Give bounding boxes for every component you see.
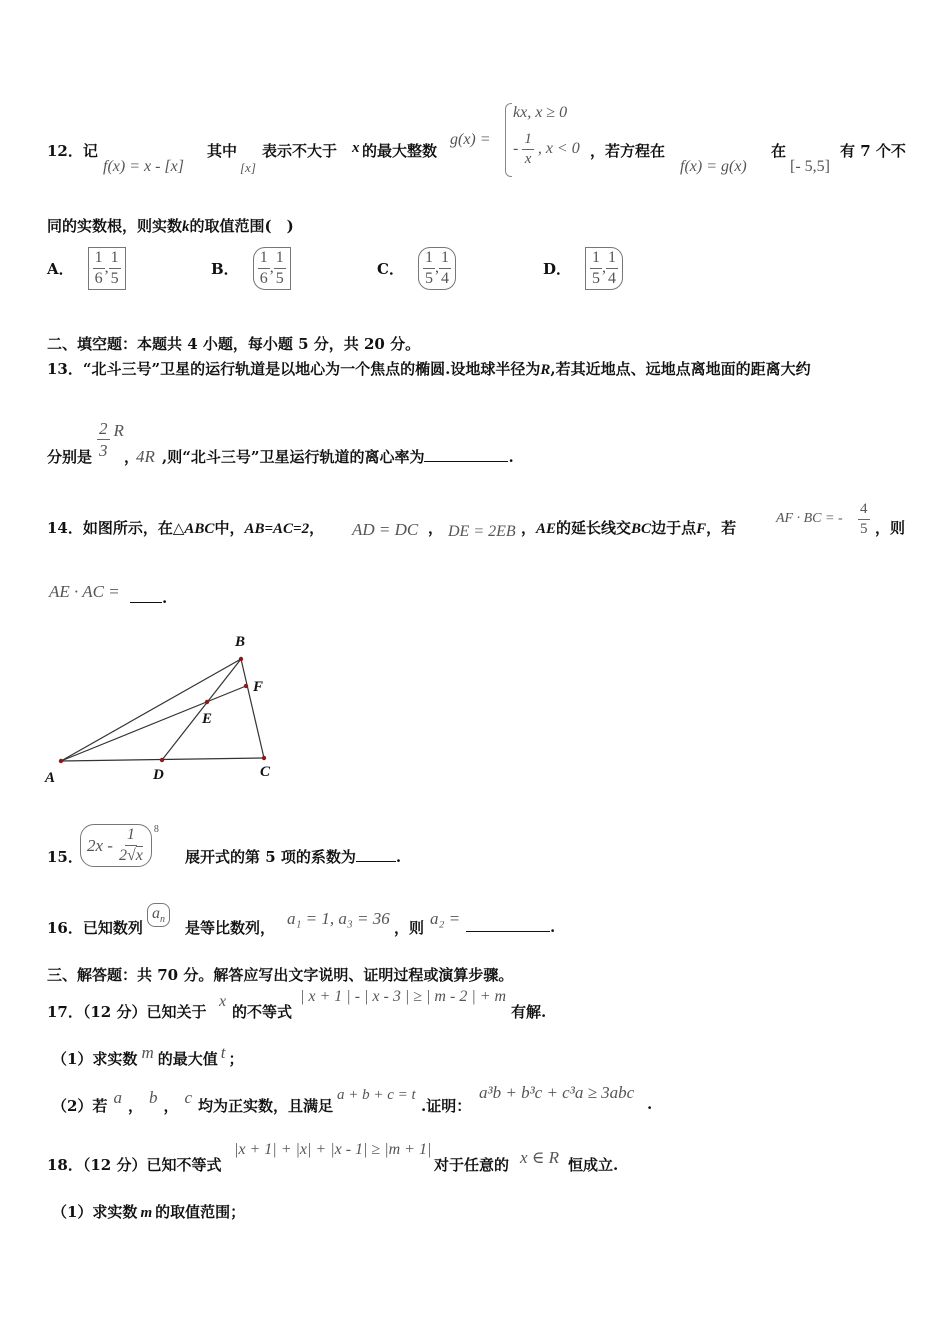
q13-line2-a: 分别是 [47, 448, 93, 466]
option-d-d1: 5 [592, 270, 601, 287]
q15-frac-den-2: 2 [118, 847, 127, 864]
q12-option-d[interactable] [543, 247, 623, 290]
q12-g-brace [505, 103, 512, 177]
option-c-n2: 1 [439, 250, 451, 269]
q14-sep3: ， [521, 519, 537, 537]
section-3-heading: 三、解答题：共 70 分。解答应写出文字说明、证明过程或演算步骤。 [47, 966, 514, 984]
segment-AB [61, 659, 241, 761]
q15-text [185, 846, 401, 867]
section-2-heading: 二、填空题：本题共 4 小题，每小题 5 分，共 20 分。 [47, 335, 421, 353]
option-d-frac1 [590, 250, 602, 287]
option-b-n2: 1 [274, 250, 286, 269]
q16-answer-blank[interactable] [466, 917, 550, 932]
q14-line1-c-text: 的延长线交 [556, 519, 632, 537]
q13-frac-R: R [113, 420, 124, 440]
q12-x-var: x [352, 140, 360, 156]
option-d-label: D． [543, 260, 572, 278]
q14-line1-b: 中， [214, 519, 245, 537]
q18-part1 [52, 1201, 245, 1222]
q12-text-desc2: 的最大整数 [362, 142, 438, 160]
q15-frac-den-x: x [135, 847, 143, 864]
q17-p2-sum: a + b + c = t [337, 1087, 416, 1103]
option-a-label: A． [47, 260, 74, 278]
q15-frac [117, 827, 145, 864]
label-A: A [45, 770, 56, 786]
q14-ae-ac: AE · AC = [49, 582, 120, 601]
q16-a2: a₂ = [430, 909, 461, 928]
q14-line1-a [47, 517, 324, 538]
option-c-frac2 [439, 250, 451, 287]
option-d-d2: 4 [608, 270, 617, 287]
q17-p1-a: （1）求实数 [52, 1050, 138, 1068]
q16-an-sub: n [160, 914, 165, 926]
q12-option-a[interactable] [47, 247, 126, 290]
q12-g-case2-fraction [522, 132, 534, 167]
q14-end: . [162, 589, 168, 607]
q13-end: . [508, 448, 514, 466]
q13-frac-num: 2 [99, 419, 108, 438]
point-B [239, 657, 243, 661]
q14-line1-a-text: 14．如图所示，在△ [47, 519, 185, 537]
q16-text-c: ，则 [394, 919, 425, 937]
q12-g-case1: kx, x ≥ 0 [513, 104, 568, 121]
option-a-interval: $\frac{1}{6}$ , $\frac{1}{5}$ [88, 247, 126, 290]
option-c-interval: $\frac{1}{5}$ , $\frac{1}{4}$ [418, 247, 456, 290]
label-B: B [235, 634, 246, 650]
q18-text-c: 恒成立. [568, 1156, 619, 1174]
q15-answer-blank[interactable] [356, 847, 396, 862]
q16-text-a: 16．已知数列 [47, 919, 143, 937]
option-a-d1: 6 [94, 270, 103, 287]
q14-line1-d: 边于点 [651, 519, 697, 537]
q17-p2-vb: b [148, 1088, 158, 1107]
q17-p2-c: .证明： [421, 1097, 472, 1115]
q13-answer-blank[interactable] [424, 447, 508, 462]
q14-triangle-figure [40, 625, 290, 790]
option-b-frac1 [258, 250, 270, 287]
q15-frac-den: 2√x [118, 847, 143, 864]
q14-ABC: ABC [184, 521, 215, 537]
q16-condition: a₁ = 1, a₃ = 36 [287, 909, 390, 928]
q14-line1-c [521, 517, 736, 538]
q14-frac [858, 502, 870, 537]
q13-line2-b-text: ,则“北斗三号”卫星运行轨道的离心率为 [162, 448, 425, 466]
q12-text-zai: 在 [771, 142, 787, 160]
q18-text-a: 18．（12 分）已知不等式 [47, 1156, 222, 1174]
option-a-d2: 5 [110, 270, 119, 287]
q15-number: 15． [47, 848, 83, 866]
q15-expr-a: 2x - [87, 835, 113, 855]
label-C: C [260, 764, 271, 780]
label-F: F [253, 679, 264, 695]
q17-p2-end: . [647, 1095, 653, 1113]
q14-ad-dc: AD = DC [352, 520, 419, 539]
q18-xR: x ∈ R [520, 1148, 560, 1167]
q14-line1-f: ，则 [875, 519, 906, 537]
q13-line1-a: 13．“北斗三号”卫星的运行轨道是以地心为一个焦点的椭圆.设地球半径为 [47, 360, 541, 378]
q17-text-c: 有解. [511, 1003, 547, 1021]
option-b-n1: 1 [258, 250, 270, 269]
q17-inequality: | x + 1 | - | x - 3 | ≥ | m - 2 | + m [300, 988, 507, 1005]
q13-line2-b [162, 446, 514, 467]
q12-g-case2-minus: - [513, 140, 519, 158]
q16-an-brace [147, 903, 170, 927]
q14-frac-den: 5 [860, 521, 868, 537]
option-b-interval: $\frac{1}{6}$ , $\frac{1}{5}$ [253, 247, 291, 290]
point-D [160, 758, 164, 762]
point-F [244, 684, 248, 688]
q12-text-fangcheng: ，若方程在 [590, 142, 666, 160]
q18-p1-b: 的取值范围； [155, 1203, 246, 1221]
q16-an: a [152, 905, 160, 922]
point-E [205, 700, 209, 704]
q13-line1-b: ,若其近地点、远地点离地面的距离大约 [550, 360, 811, 378]
option-c-label: C． [377, 260, 404, 278]
q14-fraction-4-5 [858, 502, 870, 537]
q14-AE: AE [536, 521, 557, 537]
point-A [59, 759, 63, 763]
q16-end: . [550, 918, 556, 936]
q12-text-desc1: 表示不大于 [262, 142, 338, 160]
q14-frac-num: 4 [858, 502, 870, 520]
option-b-d2: 5 [275, 270, 284, 287]
q12-line2 [47, 215, 294, 236]
option-d-n2: 1 [606, 250, 618, 269]
q14-sep2: ， [428, 519, 444, 537]
point-C [262, 756, 266, 760]
option-c-frac1 [423, 250, 435, 287]
q14-F: F [696, 521, 707, 537]
q15-power: 8 [153, 824, 159, 835]
q14-sep1: ， [309, 519, 325, 537]
option-a-n1: 1 [93, 250, 105, 269]
option-b-d1: 6 [259, 270, 268, 287]
q15-text-main: 展开式的第 5 项的系数为 [185, 848, 356, 866]
q12-line2-b: 的取值范围( ) [189, 217, 294, 235]
q14-BC: BC [631, 521, 652, 537]
q14-de-eb: DE = 2EB [448, 523, 516, 540]
q12-equation: f(x) = g(x) [680, 158, 747, 175]
q12-k-var: k [182, 219, 190, 235]
segment-DB [162, 659, 241, 760]
q17-p1-c: ； [228, 1050, 244, 1068]
option-d-n1: 1 [590, 250, 602, 269]
q14-condition: AB=AC=2 [244, 521, 310, 537]
q15-paren [80, 824, 152, 867]
option-a-frac1 [93, 250, 105, 287]
option-c-d1: 5 [424, 270, 433, 287]
q12-number: 12．记 [47, 142, 98, 160]
q12-interval: [- 5,5] [790, 158, 830, 175]
q17-p2-vc: c [184, 1088, 193, 1107]
q12-g-case2-num: 1 [522, 132, 534, 150]
q15-end: . [395, 848, 402, 866]
q12-floor-bracket: [x] [240, 160, 256, 175]
q12-f-definition: f(x) = x - [x] [103, 158, 184, 175]
q18-inequality: |x + 1| + |x| + |x - 1| ≥ |m + 1| [234, 1141, 432, 1158]
q13-comma: ， [124, 448, 140, 466]
q16-answer [466, 917, 555, 936]
q15-expression [80, 824, 159, 867]
q17-p2-c1: ， [127, 1097, 143, 1115]
q18-text-b: 对于任意的 [434, 1156, 510, 1174]
option-d-frac2 [606, 250, 618, 287]
option-c-n1: 1 [423, 250, 435, 269]
q13-R-var: R [540, 362, 551, 378]
q17-p1-b: 的最大值 [157, 1050, 218, 1068]
q18-p1-m: m [140, 1205, 153, 1221]
q17-p1-t: t [220, 1043, 226, 1062]
q14-answer-blank[interactable] [130, 588, 162, 603]
label-E: E [202, 711, 213, 727]
q13-frac-den: 3 [99, 441, 108, 460]
q12-option-b[interactable] [211, 247, 291, 290]
option-a-n2: 1 [109, 250, 121, 269]
q13-fraction-2-3R [97, 420, 124, 459]
option-d-interval: $\frac{1}{5}$ , $\frac{1}{4}$ [585, 247, 623, 290]
segment-BC [241, 659, 264, 758]
option-a-frac2 [109, 250, 121, 287]
q17-text-a: 17．（12 分）已知关于 [47, 1003, 207, 1021]
q16-sequence-an [147, 903, 170, 927]
q14-af-bc: AF · BC = - [776, 511, 843, 526]
q17-p2-inequality: a³b + b³c + c³a ≥ 3abc [479, 1083, 635, 1102]
q12-g-case2-den: x [524, 151, 532, 167]
q12-text-qizhong: 其中 [207, 142, 238, 160]
option-b-frac2 [274, 250, 286, 287]
q14-answer [130, 588, 167, 607]
q12-text-you: 有 7 个不 [840, 142, 906, 160]
q17-p2-b: 均为正实数，且满足 [198, 1097, 334, 1115]
q13-4R: 4R [136, 447, 155, 466]
q12-g-case2-cond: , x < 0 [537, 140, 580, 158]
q17-text-b: 的不等式 [232, 1003, 293, 1021]
q12-g-case2 [513, 132, 580, 167]
q17-p2-va: a [113, 1088, 122, 1107]
q13-frac [97, 420, 110, 459]
q12-g-lhs: g(x) = [450, 131, 491, 148]
option-c-d2: 4 [440, 270, 449, 287]
q14-line1-e: ，若 [706, 519, 737, 537]
q12-option-c[interactable] [377, 247, 456, 290]
q18-p1-a: （1）求实数 [52, 1203, 138, 1221]
option-b-label: B． [211, 260, 239, 278]
q16-text-b: 是等比数列， [185, 919, 276, 937]
q15-frac-num: 1 [125, 827, 137, 846]
q13-line1 [47, 358, 811, 379]
q17-part1 [52, 1043, 244, 1069]
q17-x-var: x [219, 993, 227, 1010]
q17-p2-a: （2）若 [52, 1097, 108, 1115]
q17-p2-c2: ， [163, 1097, 179, 1115]
q17-p1-m: m [141, 1043, 154, 1062]
q17-part2 [52, 1088, 334, 1116]
segment-AF [61, 686, 246, 761]
label-D: D [153, 767, 164, 783]
q12-line2-a: 同的实数根，则实数 [47, 217, 183, 235]
